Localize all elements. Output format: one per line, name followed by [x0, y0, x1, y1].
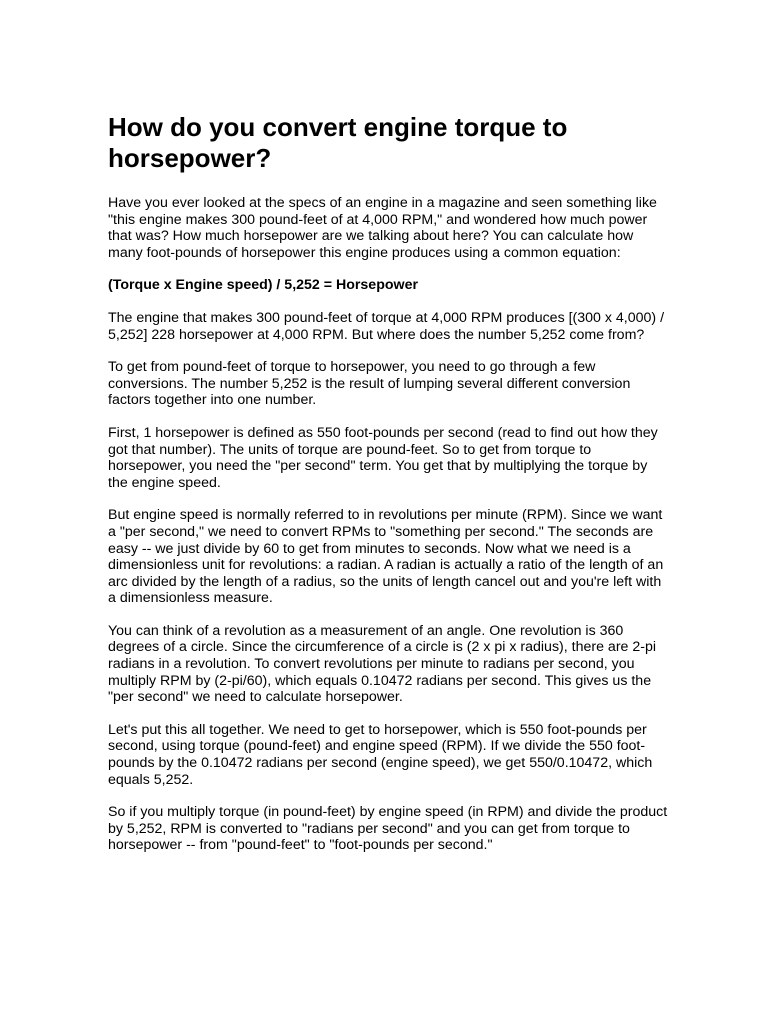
combination-paragraph: Let's put this all together. We need to get to horsepower, which is 550 foot-pounds per second, using torque (pound-feet) and engine speed (RPM). If we divide the 550 foot-pounds by the 0.10472 radians per second (engine speed), we get 550/0.10472, which equals 5,252.: [108, 721, 653, 788]
intro-paragraph: Have you ever looked at the specs of an engine in a magazine and seen something like "this engine makes 300 pound-feet of at 4,000 RPM," and wondered how much power that was? How much horsepower are we talking about here? You can calculate how many foot-pounds of horsepower this engine produces using a common equation:: [108, 195, 657, 261]
example-paragraph: The engine that makes 300 pound-feet of torque at 4,000 RPM produces [(300 x 4,000) / 5,252] 228 horsepower at 4,000 RPM. But where does the number 5,252 come from?: [108, 309, 665, 343]
conversions-paragraph: To get from pound-feet of torque to horsepower, you need to go through a few conversions. The number 5,252 is the result of lumping several different conversion factors together into one number.: [108, 359, 631, 409]
formula-paragraph: (Torque x Engine speed) / 5,252 = Horsepower: [108, 277, 418, 294]
rpm-radian-paragraph: But engine speed is normally referred to in revolutions per minute (RPM). Since we want a "per second," we need to convert RPMs to "something per second." The seconds are easy -- we just divide by 60 to get from minutes to seconds. Now what we need is a dimensionless unit for revolutions: a radian. A radian is actually a ratio of the length of an arc divided by the length of a radius, so the units of length cancel out and you're left with a dimensionless measure.: [108, 507, 664, 607]
conclusion-paragraph: So if you multiply torque (in pound-feet) by engine speed (in RPM) and divide the product by 5,252, RPM is converted to "radians per second" and you can get from torque to horsepower -- from "pound-feet" to "foot-pounds per second.": [108, 804, 668, 854]
document-page: [108, 112, 668, 870]
horsepower-definition-paragraph: First, 1 horsepower is defined as 550 foot-pounds per second (read to find out how they got that number). The units of torque are pound-feet. So to get from torque to horsepower, you need the "per second" term. You get that by multiplying the torque by the engine speed.: [108, 424, 658, 491]
document-title: How do you convert engine torque to horsepower?: [108, 112, 568, 173]
revolution-angle-paragraph: You can think of a revolution as a measurement of an angle. One revolution is 360 degrees of a circle. Since the circumference of a circle is (2 x pi x radius), there are 2-pi radians in a revolution. To convert revolutions per minute to radians per second, you multiply RPM by (2-pi/60), which equals 0.10472 radians per second. This gives us the "per second" we need to calculate horsepower.: [108, 622, 657, 706]
